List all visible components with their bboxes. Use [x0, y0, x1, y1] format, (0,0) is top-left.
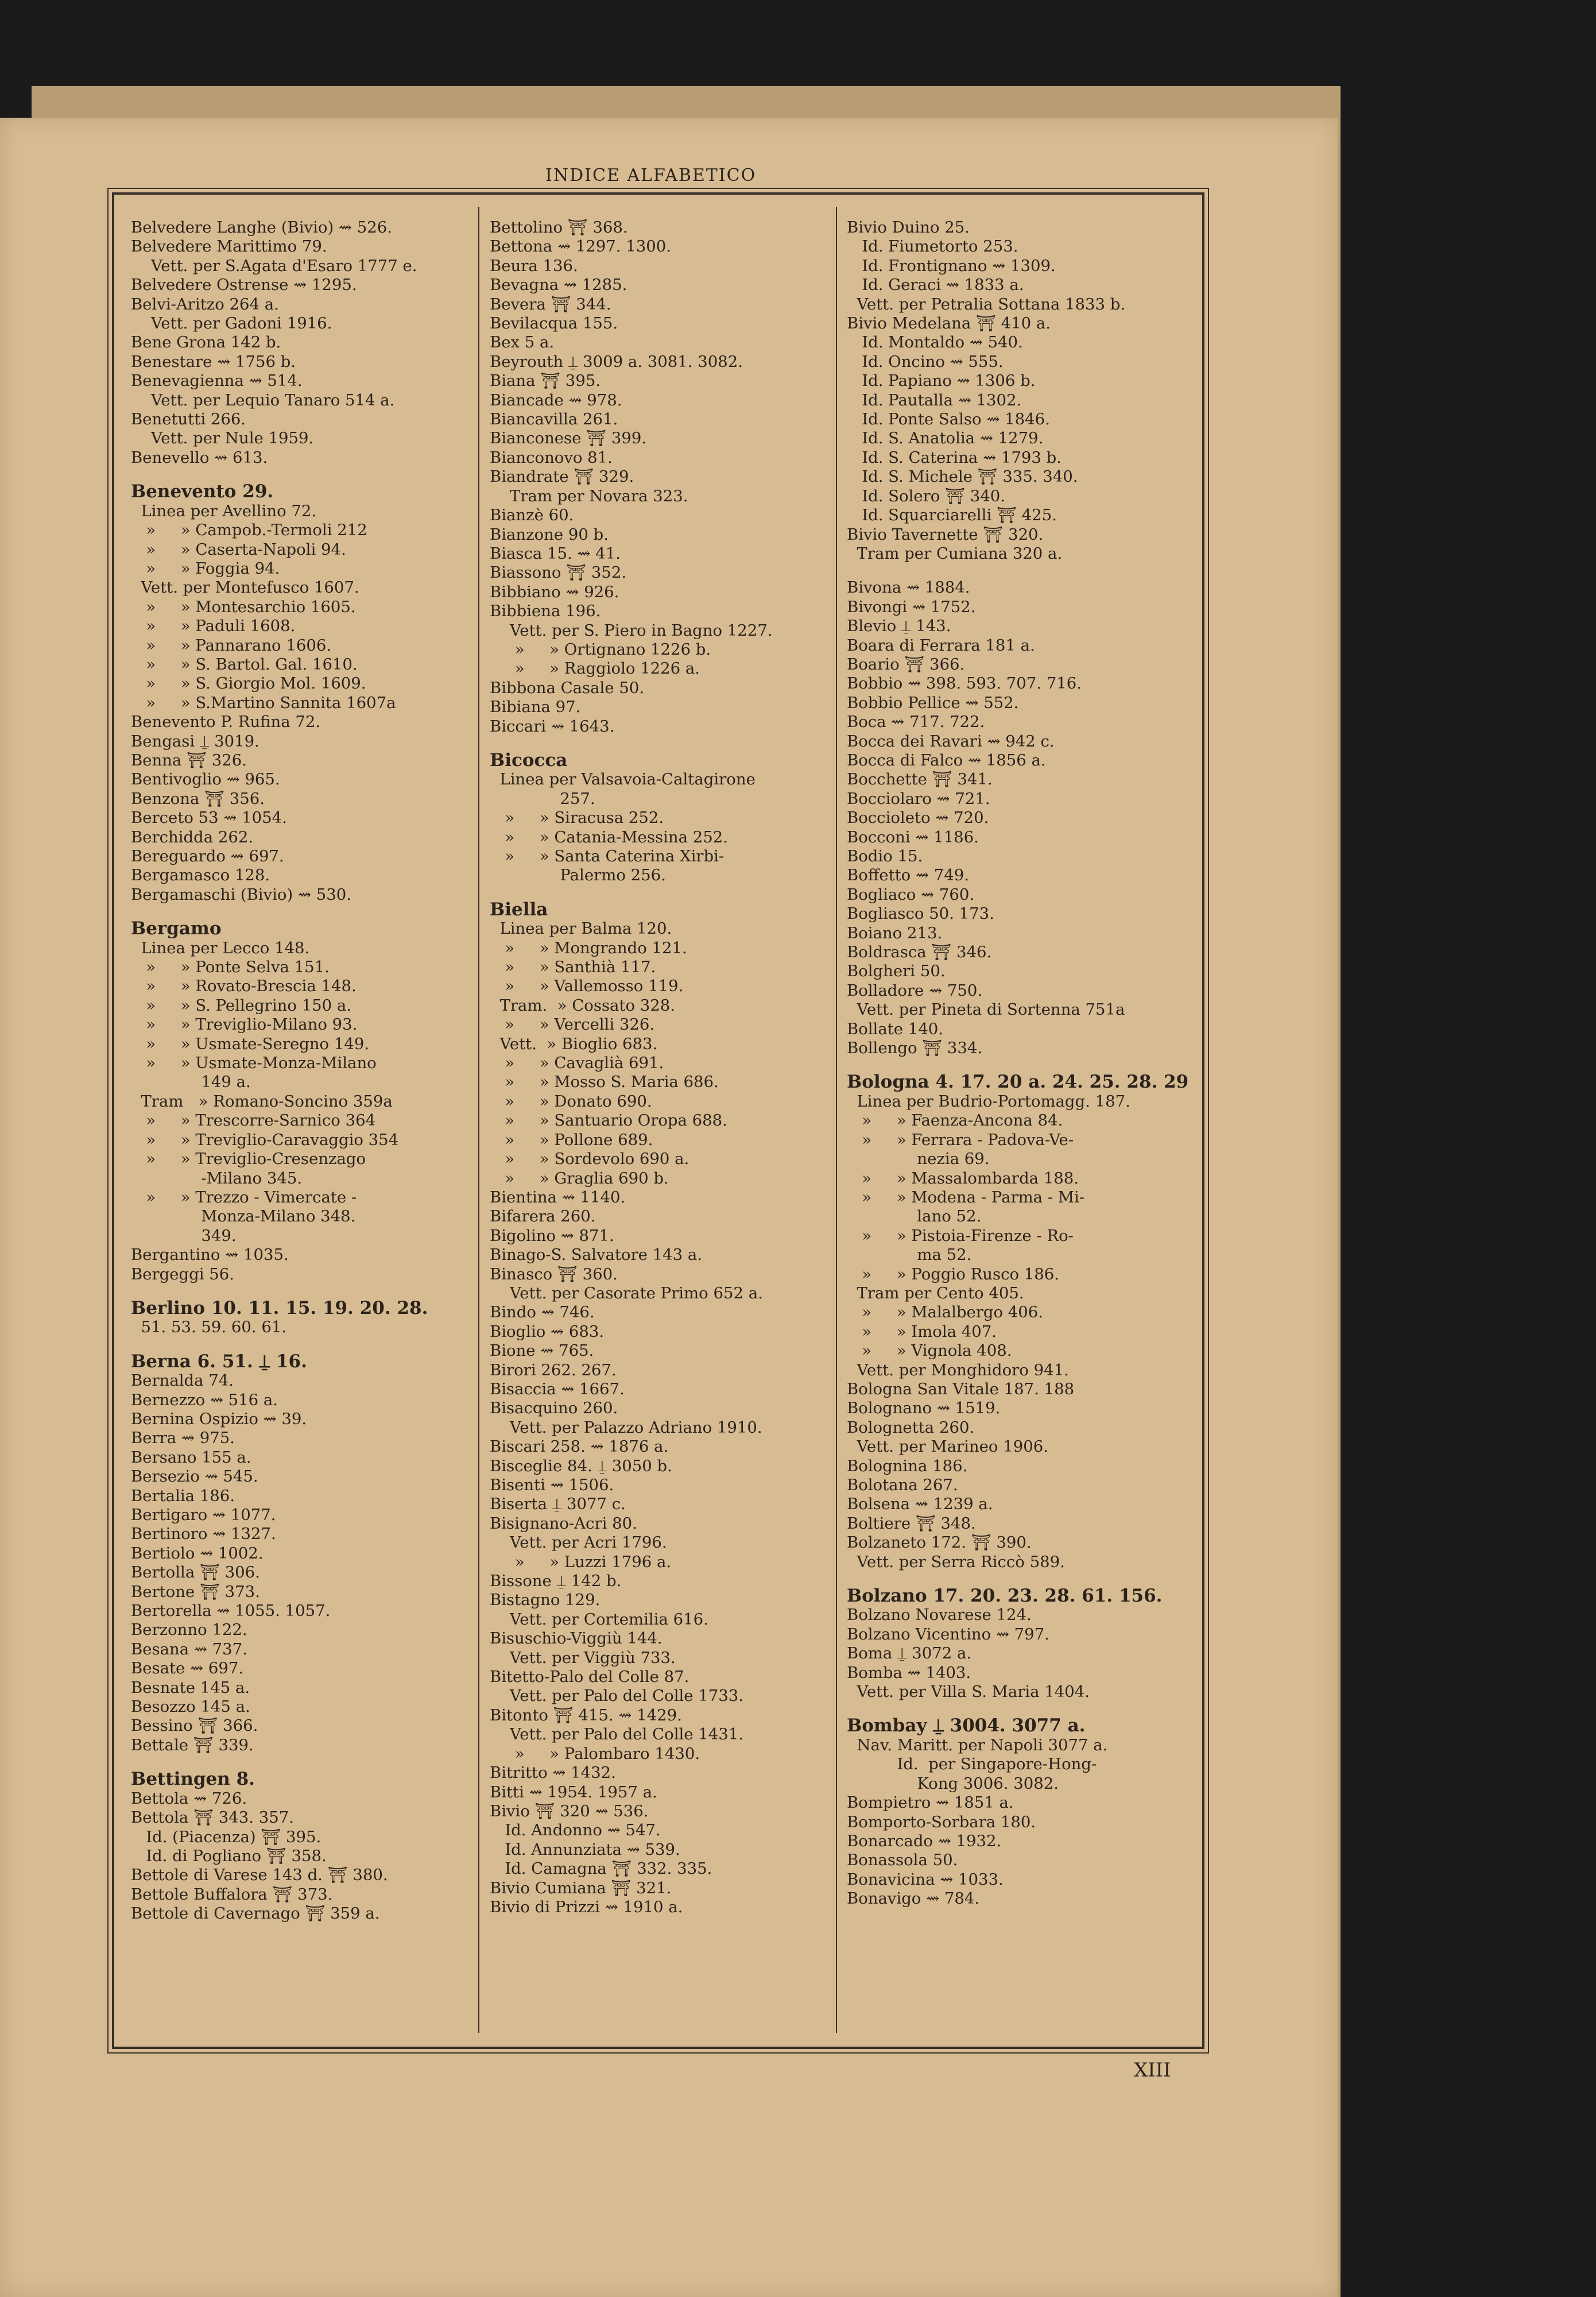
index-entry: Bollengo ⛩ 334.: [847, 1039, 983, 1058]
index-column-1: [131, 218, 475, 1924]
index-entry: » » Massalombarda 188.: [847, 1169, 1079, 1188]
index-entry: » » Cavaglià 691.: [490, 1054, 664, 1073]
index-entry: Bolognetta 260.: [847, 1418, 975, 1437]
index-entry: » » Malalbergo 406.: [847, 1303, 1044, 1322]
index-entry: Vett. per Petralia Sottana 1833 b.: [847, 295, 1126, 314]
index-entry: Id. Annunziata ⇝ 539.: [490, 1840, 680, 1859]
index-entry: Linea per Valsavoia-Caltagirone: [490, 770, 756, 789]
index-entry: Vett. per Acri 1796.: [490, 1533, 667, 1552]
index-entry: Vett. per Nule 1959.: [131, 429, 314, 448]
index-entry: Monza-Milano 348.: [131, 1207, 356, 1226]
index-entry: Id. Oncino ⇝ 555.: [847, 352, 1004, 371]
index-entry: Tram per Cento 405.: [847, 1283, 1024, 1302]
index-entry: Bomporto-Sorbara 180.: [847, 1812, 1036, 1831]
index-entry: Benevagienna ⇝ 514.: [131, 372, 303, 390]
index-entry: Bolgheri 50.: [847, 962, 946, 981]
index-entry: Blevio ⍊ 143.: [847, 617, 951, 636]
index-entry: Belvedere Ostrense ⇝ 1295.: [131, 276, 357, 295]
index-entry: Id. di Pogliano ⛩ 358.: [131, 1846, 327, 1865]
index-entry: » » Raggiolo 1226 a.: [490, 659, 700, 678]
index-entry: Vett. per Serra Riccò 589.: [847, 1552, 1065, 1571]
index-entry: Bolladore ⇝ 750.: [847, 981, 983, 1000]
index-entry: Bevilacqua 155.: [490, 314, 618, 333]
index-entry: Bettole di Cavernago ⛩ 359 a.: [131, 1904, 380, 1923]
index-entry: Bolzaneto 172. ⛩ 390.: [847, 1533, 1032, 1552]
index-entry: Bonavicina ⇝ 1033.: [847, 1870, 1004, 1889]
index-entry: Vett. per Viggiù 733.: [490, 1648, 676, 1667]
index-entry: Bisenti ⇝ 1506.: [490, 1476, 614, 1494]
index-entry: Vett. per Lequio Tanaro 514 a.: [131, 390, 395, 409]
index-entry: Bompietro ⇝ 1851 a.: [847, 1793, 1014, 1812]
index-entry: Bene Grona 142 b.: [131, 333, 281, 352]
index-entry: » » Usmate-Monza-Milano: [131, 1054, 377, 1073]
index-entry: Bisceglie 84. ⍊ 3050 b.: [490, 1456, 672, 1475]
index-entry: Bonavigo ⇝ 784.: [847, 1889, 980, 1908]
index-entry: Bolognina 186.: [847, 1456, 968, 1475]
index-heading: Bergamo: [131, 919, 222, 939]
index-entry: 349.: [131, 1226, 237, 1245]
index-entry: Biana ⛩ 395.: [490, 372, 601, 390]
index-entry: Bocciolaro ⇝ 721.: [847, 789, 990, 808]
index-entry: Bettola ⛩ 343. 357.: [131, 1808, 294, 1827]
index-entry: Birori 262. 267.: [490, 1360, 617, 1379]
index-entry: Berchidda 262.: [131, 827, 254, 846]
index-entry: Bertalia 186.: [131, 1486, 235, 1505]
index-entry: Besnate 145 a.: [131, 1678, 250, 1697]
index-entry: Bitetto-Palo del Colle 87.: [490, 1668, 689, 1687]
index-entry: » » Pannarano 1606.: [131, 636, 332, 655]
index-entry: Bersezio ⇝ 545.: [131, 1467, 258, 1486]
index-entry: Bibiana 97.: [490, 698, 581, 717]
index-entry: Id. Frontignano ⇝ 1309.: [847, 256, 1056, 275]
index-entry: Boccioleto ⇝ 720.: [847, 809, 989, 827]
index-entry: Vett. per Palo del Colle 1733.: [490, 1687, 744, 1706]
index-entry: Bergantino ⇝ 1035.: [131, 1246, 289, 1264]
index-entry: Bisignano-Acri 80.: [490, 1514, 637, 1533]
index-entry: Bibbiano ⇝ 926.: [490, 582, 619, 601]
index-entry: » » Usmate-Seregno 149.: [131, 1034, 370, 1053]
index-heading: Bolzano 17. 20. 23. 28. 61. 156.: [847, 1587, 1163, 1606]
index-entry: » » Ponte Selva 151.: [131, 958, 330, 977]
index-entry: Biasca 15. ⇝ 41.: [490, 544, 621, 563]
index-entry: Id. per Singapore-Hong-: [847, 1755, 1097, 1774]
index-entry: Linea per Balma 120.: [490, 919, 672, 938]
index-entry: Kong 3006. 3082.: [847, 1774, 1059, 1793]
index-entry: Biancavilla 261.: [490, 410, 618, 429]
index-entry: » » Trescorre-Sarnico 364: [131, 1111, 376, 1130]
index-entry: » » Sordevolo 690 a.: [490, 1150, 689, 1169]
spacer: [490, 736, 834, 751]
index-entry: Id. Solero ⛩ 340.: [847, 486, 1005, 505]
index-entry: » » Imola 407.: [847, 1322, 997, 1341]
index-entry: » » Vercelli 326.: [490, 1015, 655, 1034]
index-entry: Bessino ⛩ 366.: [131, 1716, 258, 1735]
index-entry: Bodio 15.: [847, 847, 923, 865]
index-entry: Vett. per Pineta di Sortenna 751a: [847, 1000, 1125, 1019]
index-entry: 257.: [490, 789, 595, 808]
index-entry: Bivona ⇝ 1884.: [847, 578, 970, 597]
index-entry: Belvedere Langhe (Bivio) ⇝ 526.: [131, 218, 392, 237]
index-entry: Bifarera 260.: [490, 1207, 596, 1226]
index-entry: Id. S. Anatolia ⇝ 1279.: [847, 429, 1044, 448]
index-entry: Bivongi ⇝ 1752.: [847, 597, 976, 616]
index-entry: » » Mosso S. Maria 686.: [490, 1073, 719, 1092]
index-column-3: [847, 218, 1191, 1909]
index-heading: Biella: [490, 900, 548, 920]
index-entry: Bianconese ⛩ 399.: [490, 429, 647, 448]
index-entry: » » Siracusa 252.: [490, 809, 664, 827]
index-entry: Bitti ⇝ 1954. 1957 a.: [490, 1782, 657, 1801]
index-entry: Vett. per Casorate Primo 652 a.: [490, 1283, 763, 1302]
index-entry: » » Treviglio-Cresenzago: [131, 1150, 366, 1169]
index-entry: Benestare ⇝ 1756 b.: [131, 352, 296, 371]
index-entry: Tram. » Cossato 328.: [490, 996, 676, 1015]
index-entry: Tram » Romano-Soncino 359a: [131, 1092, 393, 1111]
index-entry: Id. Geraci ⇝ 1833 a.: [847, 276, 1024, 295]
index-heading: Berlino 10. 11. 15. 19. 20. 28.: [131, 1298, 428, 1318]
index-entry: Bientina ⇝ 1140.: [490, 1188, 626, 1206]
index-entry: » » Palombaro 1430.: [490, 1744, 700, 1763]
index-entry: » » Poggio Rusco 186.: [847, 1264, 1060, 1283]
spacer: [847, 563, 1191, 578]
index-entry: Bogliaco ⇝ 760.: [847, 885, 975, 904]
index-entry: Bianconovo 81.: [490, 448, 613, 467]
index-entry: Boldrasca ⛩ 346.: [847, 943, 992, 962]
index-entry: Biassono ⛩ 352.: [490, 563, 627, 582]
running-head: INDICE ALFABETICO: [545, 165, 757, 185]
index-entry: Boario ⛩ 366.: [847, 655, 965, 674]
index-entry: Id. S. Michele ⛩ 335. 340.: [847, 467, 1078, 486]
index-entry: Bolzano Vicentino ⇝ 797.: [847, 1625, 1049, 1644]
index-entry: Boffetto ⇝ 749.: [847, 866, 969, 885]
spacer: [131, 1284, 475, 1299]
index-entry: » » Santa Caterina Xirbi-: [490, 847, 725, 865]
index-entry: Boltiere ⛩ 348.: [847, 1514, 976, 1533]
index-entry: Bissone ⍊ 142 b.: [490, 1572, 622, 1591]
index-entry: Boiano 213.: [847, 923, 943, 942]
index-entry: » » Modena - Parma - Mi-: [847, 1188, 1085, 1206]
index-entry: Bettona ⇝ 1297. 1300.: [490, 237, 671, 256]
index-heading: Bicocca: [490, 751, 568, 771]
index-entry: Beura 136.: [490, 256, 578, 275]
index-entry: Bivio ⛩ 320 ⇝ 536.: [490, 1801, 649, 1820]
index-entry: Bertorella ⇝ 1055. 1057.: [131, 1602, 331, 1621]
index-entry: Bogliasco 50. 173.: [847, 904, 994, 923]
index-entry: » » Trezzo - Vimercate -: [131, 1188, 357, 1206]
index-entry: Benetutti 266.: [131, 410, 246, 429]
index-entry: » » Faenza-Ancona 84.: [847, 1111, 1063, 1130]
index-entry: Bologna San Vitale 187. 188: [847, 1379, 1075, 1398]
index-entry: » » S. Bartol. Gal. 1610.: [131, 655, 358, 674]
index-entry: Bione ⇝ 765.: [490, 1341, 594, 1360]
index-entry: Bolognano ⇝ 1519.: [847, 1399, 1001, 1418]
index-entry: » » Mongrando 121.: [490, 938, 687, 957]
index-entry: Bonarcado ⇝ 1932.: [847, 1831, 1002, 1850]
index-entry: Benevello ⇝ 613.: [131, 448, 268, 467]
index-entry: Bivio Duino 25.: [847, 218, 970, 237]
index-entry: Bocca di Falco ⇝ 1856 a.: [847, 751, 1046, 769]
index-entry: » » Pistoia-Firenze - Ro-: [847, 1226, 1074, 1245]
index-entry: Bivio di Prizzi ⇝ 1910 a.: [490, 1897, 683, 1916]
column-rule: [836, 207, 837, 2033]
index-entry: Belvedere Marittimo 79.: [131, 237, 327, 256]
index-entry: Bersano 155 a.: [131, 1448, 251, 1467]
index-entry: Bindo ⇝ 746.: [490, 1303, 595, 1322]
index-entry: Bibbona Casale 50.: [490, 678, 645, 697]
index-entry: Bereguardo ⇝ 697.: [131, 847, 284, 865]
index-entry: Id. Fiumetorto 253.: [847, 237, 1018, 256]
index-entry: » » S. Giorgio Mol. 1609.: [131, 674, 366, 693]
index-entry: Bettola ⇝ 726.: [131, 1789, 247, 1808]
spacer: [847, 1572, 1191, 1587]
index-entry: Berra ⇝ 975.: [131, 1429, 235, 1448]
index-entry: Bolzano Novarese 124.: [847, 1606, 1032, 1625]
index-entry: » » Graglia 690 b.: [490, 1169, 669, 1188]
index-entry: Id. Ponte Salso ⇝ 1846.: [847, 410, 1050, 429]
index-entry: lano 52.: [847, 1207, 982, 1226]
index-entry: Bergamasco 128.: [131, 866, 270, 885]
index-entry: Id. Papiano ⇝ 1306 b.: [847, 372, 1036, 390]
index-entry: Bocca dei Ravari ⇝ 942 c.: [847, 732, 1055, 751]
index-entry: Bettolino ⛩ 368.: [490, 218, 628, 237]
index-entry: Bivio Medelana ⛩ 410 a.: [847, 314, 1051, 333]
index-entry: Tram per Novara 323.: [490, 486, 688, 505]
index-entry: Palermo 256.: [490, 866, 666, 885]
index-entry: » » Pollone 689.: [490, 1130, 653, 1149]
index-entry: Bex 5 a.: [490, 333, 555, 352]
index-entry: Berceto 53 ⇝ 1054.: [131, 809, 287, 827]
index-entry: Bitonto ⛩ 415. ⇝ 1429.: [490, 1706, 682, 1724]
index-entry: Biserta ⍊ 3077 c.: [490, 1495, 626, 1514]
index-entry: Vett. per Palo del Colle 1431.: [490, 1725, 744, 1744]
index-entry: Vett. per Villa S. Maria 1404.: [847, 1683, 1090, 1702]
index-entry: nezia 69.: [847, 1150, 990, 1169]
index-entry: » » Vallemosso 119.: [490, 977, 684, 996]
index-entry: Vett. per Palazzo Adriano 1910.: [490, 1418, 762, 1437]
index-entry: Bolotana 267.: [847, 1476, 958, 1494]
spacer: [131, 467, 475, 482]
index-entry: Id. (Piacenza) ⛩ 395.: [131, 1827, 321, 1846]
index-entry: Vett. per S. Piero in Bagno 1227.: [490, 621, 773, 640]
index-entry: Id. Andonno ⇝ 547.: [490, 1821, 661, 1840]
spacer: [490, 885, 834, 900]
index-entry: Biccari ⇝ 1643.: [490, 717, 615, 736]
spacer: [131, 904, 475, 919]
index-entry: Bisacquino 260.: [490, 1399, 618, 1418]
index-entry: » » Ferrara - Padova-Ve-: [847, 1130, 1074, 1149]
index-entry: Nav. Maritt. per Napoli 3077 a.: [847, 1735, 1108, 1754]
index-entry: Binasco ⛩ 360.: [490, 1264, 618, 1283]
index-entry: -Milano 345.: [131, 1169, 303, 1188]
index-entry: » » Catania-Messina 252.: [490, 827, 728, 846]
index-entry: » » S. Pellegrino 150 a.: [131, 996, 351, 1015]
index-entry: Vett. per Montefusco 1607.: [131, 578, 359, 597]
page-number: XIII: [1134, 2059, 1171, 2082]
index-entry: Vett. per Gadoni 1916.: [131, 314, 332, 333]
index-entry: Boma ⍊ 3072 a.: [847, 1644, 972, 1663]
spacer: [131, 1755, 475, 1770]
index-entry: Id. S. Caterina ⇝ 1793 b.: [847, 448, 1062, 467]
index-entry: Berzonno 122.: [131, 1621, 247, 1639]
index-entry: » » Treviglio-Milano 93.: [131, 1015, 358, 1034]
index-entry: 149 a.: [131, 1073, 251, 1092]
index-entry: 51. 53. 59. 60. 61.: [131, 1318, 287, 1337]
index-entry: Boca ⇝ 717. 722.: [847, 713, 985, 732]
index-entry: Bertigaro ⇝ 1077.: [131, 1506, 276, 1524]
index-entry: Vett. per Monghidoro 941.: [847, 1360, 1069, 1379]
index-entry: Benna ⛩ 326.: [131, 751, 247, 769]
index-entry: Bobbio ⇝ 398. 593. 707. 716.: [847, 674, 1082, 693]
index-entry: » » Donato 690.: [490, 1092, 652, 1111]
index-entry: Bettole di Varese 143 d. ⛩ 380.: [131, 1866, 388, 1885]
index-entry: » » Caserta-Napoli 94.: [131, 540, 346, 559]
index-entry: Bisuschio-Viggiù 144.: [490, 1629, 663, 1648]
index-entry: Linea per Avellino 72.: [131, 501, 317, 520]
index-entry: Bobbio Pellice ⇝ 552.: [847, 693, 1019, 712]
index-entry: Bivio Tavernette ⛩ 320.: [847, 525, 1044, 544]
index-heading: Bettingen 8.: [131, 1770, 255, 1789]
index-heading: Bologna 4. 17. 20 a. 24. 25. 28. 29: [847, 1073, 1189, 1092]
index-entry: Bistagno 129.: [490, 1591, 601, 1610]
index-entry: » » Foggia 94.: [131, 559, 280, 578]
index-entry: Id. Squarciarelli ⛩ 425.: [847, 506, 1057, 525]
index-entry: Belvi-Aritzo 264 a.: [131, 295, 279, 314]
index-entry: Bertone ⛩ 373.: [131, 1582, 260, 1601]
index-entry: Binago-S. Salvatore 143 a.: [490, 1246, 703, 1264]
index-entry: Bertolla ⛩ 306.: [131, 1563, 260, 1582]
index-entry: Boara di Ferrara 181 a.: [847, 636, 1035, 655]
index-entry: Bentivoglio ⇝ 965.: [131, 770, 280, 789]
index-entry: Id. Pautalla ⇝ 1302.: [847, 390, 1022, 409]
index-entry: Bernezzo ⇝ 516 a.: [131, 1390, 278, 1409]
index-entry: Vett. per Cortemilia 616.: [490, 1610, 708, 1629]
index-entry: » » Santhià 117.: [490, 958, 656, 977]
index-entry: Bettole Buffalora ⛩ 373.: [131, 1885, 333, 1904]
index-entry: » » Luzzi 1796 a.: [490, 1552, 672, 1571]
index-entry: ma 52.: [847, 1246, 972, 1264]
index-entry: Bollate 140.: [847, 1019, 944, 1038]
index-entry: Vett. per Marineo 1906.: [847, 1437, 1048, 1456]
index-entry: Bonassola 50.: [847, 1851, 958, 1870]
spacer: [847, 1702, 1191, 1716]
index-entry: Bivio Cumiana ⛩ 321.: [490, 1878, 672, 1897]
index-entry: Biancade ⇝ 978.: [490, 390, 622, 409]
index-entry: Bomba ⇝ 1403.: [847, 1663, 971, 1682]
index-entry: Bengasi ⍊ 3019.: [131, 732, 259, 751]
index-entry: » » Campob.-Termoli 212: [131, 521, 367, 540]
index-entry: » » Vignola 408.: [847, 1341, 1012, 1360]
index-entry: Bianzè 60.: [490, 506, 574, 525]
spacer: [131, 1337, 475, 1352]
spacer: [847, 1058, 1191, 1073]
index-entry: Bergamaschi (Bivio) ⇝ 530.: [131, 885, 351, 904]
index-entry: » » Treviglio-Caravaggio 354: [131, 1130, 399, 1149]
index-entry: Tram per Cumiana 320 a.: [847, 544, 1063, 563]
index-entry: Bisaccia ⇝ 1667.: [490, 1379, 625, 1398]
index-entry: Bioglio ⇝ 683.: [490, 1322, 605, 1341]
index-entry: Linea per Lecco 148.: [131, 938, 310, 957]
index-entry: Bettale ⛩ 339.: [131, 1735, 254, 1754]
index-entry: Besate ⇝ 697.: [131, 1659, 244, 1678]
column-rule: [478, 207, 479, 2033]
index-entry: Benevento P. Rufina 72.: [131, 713, 321, 732]
index-heading: Bombay ⍊ 3004. 3077 a.: [847, 1716, 1086, 1736]
index-entry: Biscari 258. ⇝ 1876 a.: [490, 1437, 669, 1456]
index-entry: Besana ⇝ 737.: [131, 1639, 247, 1658]
index-entry: Besozzo 145 a.: [131, 1697, 250, 1716]
index-entry: Bocconi ⇝ 1186.: [847, 827, 979, 846]
index-entry: Bertiolo ⇝ 1002.: [131, 1544, 264, 1563]
index-entry: Bigolino ⇝ 871.: [490, 1226, 614, 1245]
index-column-2: [490, 218, 834, 1917]
index-entry: Bernina Ospizio ⇝ 39.: [131, 1409, 307, 1428]
index-entry: Bianzone 90 b.: [490, 525, 609, 544]
index-entry: Bevagna ⇝ 1285.: [490, 276, 627, 295]
index-entry: Id. Montaldo ⇝ 540.: [847, 333, 1023, 352]
index-entry: Bolsena ⇝ 1239 a.: [847, 1495, 993, 1514]
index-entry: Linea per Budrio-Portomagg. 187.: [847, 1092, 1130, 1111]
index-entry: » » Paduli 1608.: [131, 617, 296, 636]
index-entry: » » Santuario Oropa 688.: [490, 1111, 727, 1130]
index-entry: Biandrate ⛩ 329.: [490, 467, 634, 486]
index-entry: Benzona ⛩ 356.: [131, 789, 265, 808]
index-entry: Bitritto ⇝ 1432.: [490, 1764, 616, 1782]
index-entry: Vett. per S.Agata d'Esaro 1777 e.: [131, 256, 417, 275]
index-heading: Benevento 29.: [131, 482, 274, 502]
index-entry: Bertinoro ⇝ 1327.: [131, 1525, 276, 1544]
index-entry: Bernalda 74.: [131, 1371, 234, 1390]
index-entry: Bocchette ⛩ 341.: [847, 770, 993, 789]
index-entry: Bergeggi 56.: [131, 1264, 234, 1283]
index-entry: » » Montesarchio 1605.: [131, 597, 356, 616]
index-entry: Bevera ⛩ 344.: [490, 295, 611, 314]
index-entry: Vett. » Bioglio 683.: [490, 1034, 658, 1053]
index-entry: Id. Camagna ⛩ 332. 335.: [490, 1859, 712, 1878]
index-entry: Beyrouth ⍊ 3009 a. 3081. 3082.: [490, 352, 743, 371]
index-heading: Berna 6. 51. ⍊ 16.: [131, 1352, 307, 1372]
index-entry: » » S.Martino Sannita 1607a: [131, 693, 396, 712]
index-entry: Bibbiena 196.: [490, 602, 601, 621]
index-entry: » » Ortignano 1226 b.: [490, 640, 711, 659]
index-entry: » » Rovato-Brescia 148.: [131, 977, 357, 996]
